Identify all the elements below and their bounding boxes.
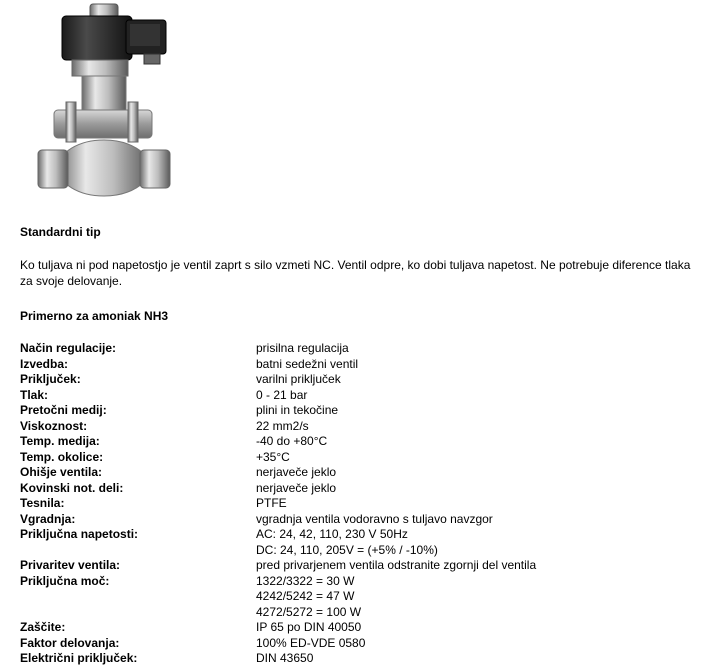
spec-label: Temp. medija: <box>20 434 100 448</box>
spec-label: Priključna moč: <box>20 573 110 588</box>
spec-label: Faktor delovanja: <box>20 635 120 650</box>
spec-label: Temp. okolice: <box>20 449 104 464</box>
spec-label: Viskoznost: <box>20 418 88 433</box>
spec-value: 22 mm2/s <box>256 418 309 433</box>
spec-value: +35°C <box>256 449 290 464</box>
spec-label: Kovinski not. deli: <box>20 480 124 495</box>
spec-label: Izvedba: <box>20 356 69 371</box>
spec-value: 4272/5272 = 100 W <box>256 604 362 619</box>
spec-value: 0 - 21 bar <box>256 387 308 402</box>
spec-label: Električni priključek: <box>20 651 138 665</box>
product-description: Ko tuljava ni pod napetostjo je ventil zaprt s silo vzmeti NC. Ventil odpre, ko dobi tuljava napetost. Ne potrebuje diference tlaka za svoje delovanje. <box>20 258 691 288</box>
spec-value: vgradnja ventila vodoravno s tuljavo navzgor <box>256 511 493 526</box>
spec-value: DC: 24, 110, 205V = (+5% / -10%) <box>256 542 438 557</box>
spec-value: 100% ED-VDE 0580 <box>256 635 366 650</box>
spec-label: Zaščite: <box>20 620 66 634</box>
spec-value: PTFE <box>256 496 287 510</box>
spec-value: DIN 43650 <box>256 651 314 665</box>
spec-label: Tlak: <box>20 387 49 402</box>
spec-value: IP 65 po DIN 40050 <box>256 620 362 634</box>
spec-value: nerjaveče jeklo <box>256 465 337 479</box>
spec-value: pred privarjenem ventila odstranite zgornji del ventila <box>256 558 537 572</box>
spec-label: Pretočni medij: <box>20 403 107 417</box>
spec-value: prisilna regulacija <box>256 341 349 355</box>
suitability-heading: Primerno za amoniak NH3 <box>20 309 169 323</box>
spec-value: 4242/5242 = 47 W <box>256 589 355 603</box>
solenoid-valve-photo-icon <box>32 0 184 205</box>
spec-label: Priključek: <box>20 372 81 386</box>
spec-value: AC: 24, 42, 110, 230 V 50Hz <box>256 527 408 541</box>
spec-value: nerjaveče jeklo <box>256 480 337 495</box>
spec-label: Ohišje ventila: <box>20 465 103 479</box>
spec-label: Vgradnja: <box>20 511 76 526</box>
spec-value: varilni priključek <box>256 372 341 386</box>
product-type-heading: Standardni tip <box>20 225 101 239</box>
spec-label: Način regulacije: <box>20 341 117 355</box>
spec-value: -40 do +80°C <box>256 434 328 448</box>
spec-value: plini in tekočine <box>256 403 339 417</box>
spec-label: Privaritev ventila: <box>20 558 121 572</box>
spec-label: Priključna napetosti: <box>20 527 139 541</box>
spec-value: 1322/3322 = 30 W <box>256 573 355 588</box>
spec-value: batni sedežni ventil <box>256 356 359 371</box>
spec-label: Tesnila: <box>20 496 65 510</box>
